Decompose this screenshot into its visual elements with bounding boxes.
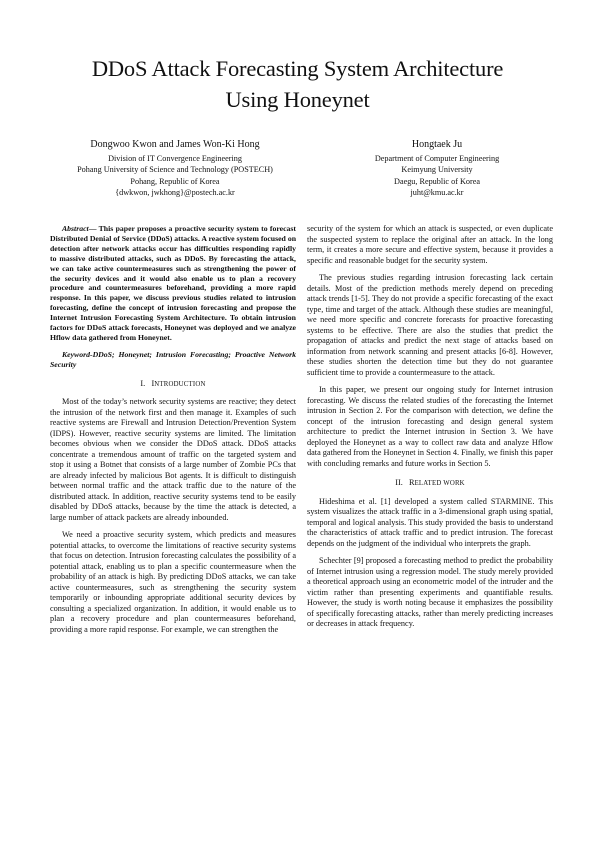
abstract-text: — This paper proposes a proactive security system to forecast Distributed Denial of Service (DDoS) attacks. A reactive system focused on detection after network attacks occur has difficulties responding rapidly to massive distributed attacks, such as DDoS. By forecasting the attack, we can take active countermeasures such as strengthening the power of the security devices and it would also enable us to plan a recovery procedure and countermeasures beforehand, providing a more rapid response. In this paper, we discuss previous studies related to intrusion forecasting, define the concept of intrusion forecasting and propose the Internet Intrusion Forecasting System Architecture. To obtain intrusion factors for DDoS attack forecasts, Honeynet was deployed and we analyze Hflow data gathered from Honeynet. [50,224,296,342]
abstract-lead: Abstract [62,224,89,233]
related-paragraph-1: Hideshima et al. [1] developed a system called STARMINE. This system visualizes the attack traffic in a 3-dimensional graph using spatial, temporal and logical analysis. This study provided the basis to understand the characteristics of attack traffic and to predict intrusion. The forecast depends on the judgment of the individual who interprets the graph. [307,496,553,548]
abstract [50,224,296,343]
section-number: I. [140,378,146,388]
section-initial: I [151,378,155,388]
author-names-left: Dongwoo Kwon and James Won-Ki Hong [90,139,260,150]
section-rest: NTRODUCTION [154,380,206,388]
intro-paragraph-2: We need a proactive security system, which predicts and measures potential attacks, to overcome the limitations of reactive security systems that focus on detection. Intrusion forecasting calculates the possibility of a potential attack, enabling us to plan a specific countermeasure when the probability of an attack is high. By predicting DDoS attacks, we can take active countermeasures, such as strengthening the security system temporarily or inbounding appropriate additional security devices by consulting a specialized organization. In addition, it would enable us to plan a recovery procedure and plan countermeasures beforehand, providing a more rapid response. For example, we can strengthen the [50,530,296,634]
author-affiliation-left [40,138,310,198]
author-location-left: Pohang, Republic of Korea [130,176,220,186]
section-heading-introduction [50,379,296,391]
section-number: II. [395,478,403,487]
intro-paragraph-1: Most of the today’s network security systems are reactive; they detect the intrusion of the network first and then manage it. Examples of such reactive systems are Firewall and Intrusion Detection/Prevention System (IDPS). However, reactive security systems are limited. The limitation becomes obvious when we consider the DDoS attack. DDoS attacks concentrate a tremendous amount of traffic on the targeted system and stop it using a Botnet that consists of a large number of Zombie PCs that are already infected by malicious Bot agents. It is difficult to distinguish between normal traffic and the attack traffic due to the nature of the distributed attack. In addition, reactive security systems tend to be easily disabled by DDoS attacks, because by the time the attack is detected, a large number of attack packets are already inbounded. [50,397,296,522]
left-column [50,224,296,642]
related-paragraph-2: Schechter [9] proposed a forecasting method to predict the probability of Internet intrusion using a regression model. The study merely provided a theoretical approach using an econometric model of the intruder and the victim rather than presenting experiments and quantifiable results. However, the study is worth noting because it emphasizes the possibility of specifically forecasting attacks, rather than merely predicting increases or decreases in attack frequency. [307,556,553,628]
title-line-2: Using Honeynet [225,87,370,112]
author-dept-left: Division of IT Convergence Engineering [108,154,242,163]
section-rest: ELATED WORK [414,480,465,487]
author-email-right: juht@kmu.ac.kr [410,187,464,197]
author-affiliation-right [322,138,552,198]
intro-paragraph-2-continued: security of the system for which an attack is suspected, or even duplicate the suspected system to replace the original after an attack. In the long term, it creates a more secure and effective system, because it provides a specific and reasonable budget for the security system. [307,224,553,265]
section-heading-related-work [307,478,553,490]
author-dept-right: Department of Computer Engineering [374,154,500,163]
right-column [307,224,553,637]
author-location-right: Daegu, Republic of Korea [394,176,480,186]
author-names-right: Hongtaek Ju [411,139,463,150]
author-univ-right: Keimyung University [401,165,473,175]
paper-title [40,53,555,115]
author-email-left: {dwkwon, jwkhong}@postech.ac.kr [115,187,235,197]
author-univ-left: Pohang University of Science and Technology (POSTECH) [77,165,273,175]
intro-paragraph-3: The previous studies regarding intrusion forecasting lack certain details. Most of the prediction methods merely depend on preceding attack trends [1-5]. They do not provide a specific forecasting of the exact type, time and target of the attack. Although these studies are meaningful, we need more specific and concrete forecasts for proactive forecasting systems to be effective. There are also the studies that predict the propagation of attacks and predict the next stage of attacks based on information from network scanning and present attacks [6-8]. However, these studies shorten the detection time but they do not guarantee sufficient time to provide a countermeasure to the attack. [307,273,553,377]
keywords: Keyword-DDoS; Honeynet; Intrusion Forecasting; Proactive Network Security [50,349,296,369]
intro-paragraph-4: In this paper, we present our ongoing study for Internet intrusion forecasting. We discuss the related studies of the forecasting the Internet intrusion in Section 2. For the comparison with detection, we define the concept of the intrusion forecasting and design general system architecture to predict the Internet intrusion in Section 3. We have deployed the Honeynet as a way to collect raw data and analyze Hflow data gathered from the Honeynet in Section 4. Finally, we finish this paper with concluding remarks and future works in Section 5. [307,385,553,468]
section-initial: R [409,478,415,487]
title-line-1: DDoS Attack Forecasting System Architecture [91,56,504,81]
